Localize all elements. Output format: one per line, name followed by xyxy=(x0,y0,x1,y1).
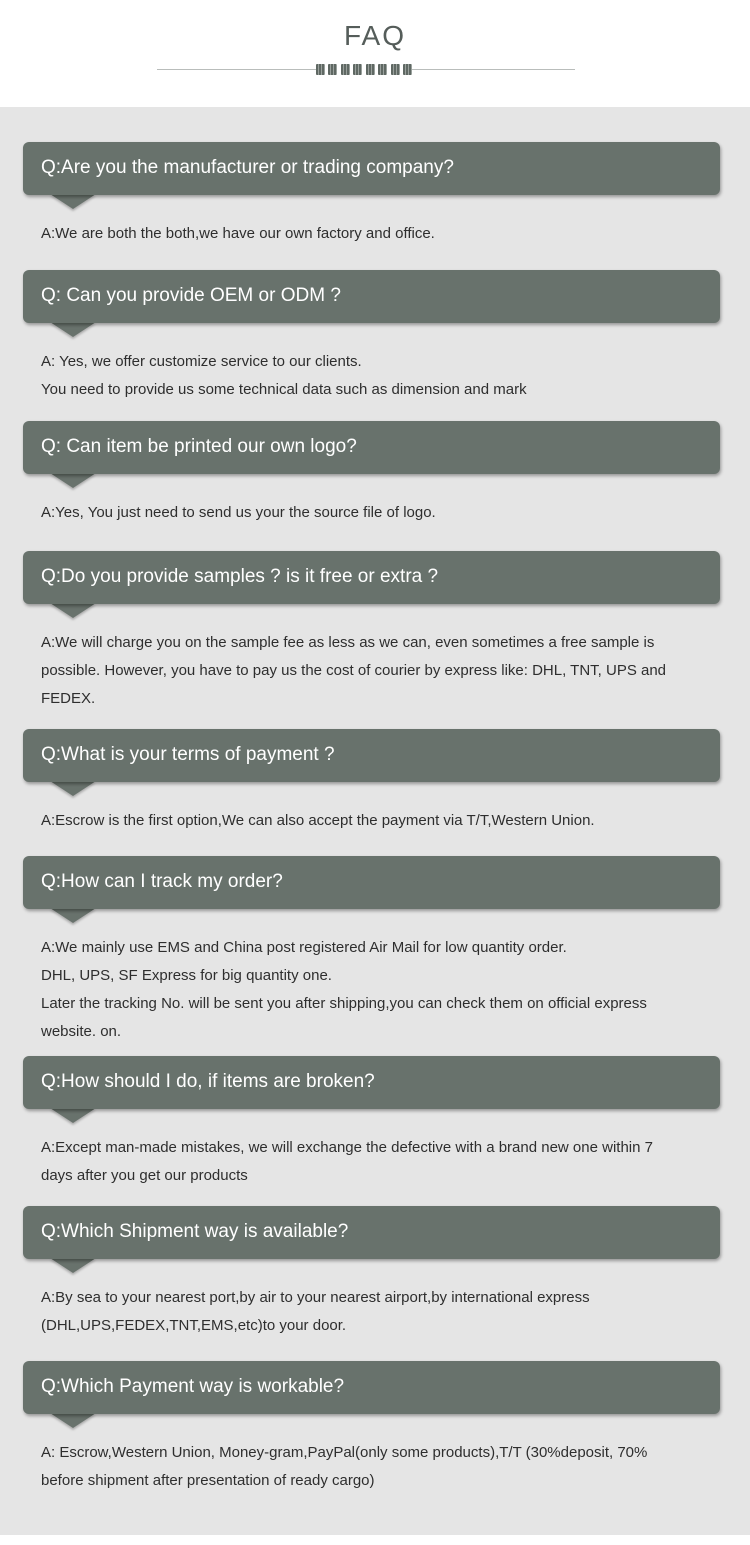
question-pointer xyxy=(50,322,96,337)
answer-line: days after you get our products xyxy=(41,1167,248,1184)
question-text: Q:Which Payment way is workable? xyxy=(41,1376,345,1397)
answer-line: A: Escrow,Western Union, Money-gram,PayPal(only some products),T/T (30%deposit, 70% xyxy=(41,1444,648,1461)
question-text: Q:What is your terms of payment ? xyxy=(41,744,335,765)
answer-line: Later the tracking No. will be sent you after shipping,you can check them on official express xyxy=(41,995,647,1012)
answer-line: A:By sea to your nearest port,by air to your nearest airport,by international express xyxy=(41,1289,590,1306)
question-text: Q: Can you provide OEM or ODM ? xyxy=(41,285,341,306)
answer-line: A:We will charge you on the sample fee as less as we can, even sometimes a free sample is xyxy=(41,634,655,651)
answer-line: website. on. xyxy=(41,1023,122,1040)
answer-line: A: Yes, we offer customize service to our clients. xyxy=(41,353,362,370)
question-text: Q:Are you the manufacturer or trading company? xyxy=(41,157,454,178)
question-text: Q:Do you provide samples ? is it free or extra ? xyxy=(41,566,439,587)
answer-text xyxy=(41,220,721,248)
question-text: Q:How can I track my order? xyxy=(41,871,283,892)
answer-line: FEDEX. xyxy=(41,690,96,707)
answer-text xyxy=(41,807,721,835)
answer-line: before shipment after presentation of ready cargo) xyxy=(41,1472,375,1489)
question-text: Q:Which Shipment way is available? xyxy=(41,1221,349,1242)
question-pointer xyxy=(50,908,96,923)
question-pointer xyxy=(50,1413,96,1428)
answer-line: DHL, UPS, SF Express for big quantity one. xyxy=(41,967,332,984)
page-header xyxy=(0,0,750,107)
answer-line: A:We are both the both,we have our own factory and office. xyxy=(41,225,435,242)
question-pointer xyxy=(50,1258,96,1273)
answer-line: A:Escrow is the first option,We can also accept the payment via T/T,Western Union. xyxy=(41,812,595,829)
answer-text xyxy=(41,629,721,713)
answer-line: A:We mainly use EMS and China post registered Air Mail for low quantity order. xyxy=(41,939,567,956)
question-pointer xyxy=(50,194,96,209)
title-ornament xyxy=(316,63,412,76)
question-pointer xyxy=(50,781,96,796)
faq-section xyxy=(0,107,750,1535)
answer-text xyxy=(41,348,721,404)
answer-text xyxy=(41,1284,721,1340)
answer-text xyxy=(41,499,721,527)
answer-line: A:Except man-made mistakes, we will exchange the defective with a brand new one within 7 xyxy=(41,1139,653,1156)
answer-line: A:Yes, You just need to send us your the source file of logo. xyxy=(41,504,436,521)
answer-line: You need to provide us some technical data such as dimension and mark xyxy=(41,381,527,398)
page-footer xyxy=(0,1535,750,1545)
answer-line: possible. However, you have to pay us the cost of courier by express like: DHL, TNT, UPS and xyxy=(41,662,667,679)
answer-text xyxy=(41,934,721,1046)
answer-text xyxy=(41,1439,721,1495)
question-text: Q:How should I do, if items are broken? xyxy=(41,1071,375,1092)
question-pointer xyxy=(50,603,96,618)
question-text: Q: Can item be printed our own logo? xyxy=(41,436,357,457)
answer-text xyxy=(41,1134,721,1190)
question-pointer xyxy=(50,473,96,488)
page-title: FAQ xyxy=(343,20,406,51)
answer-line: (DHL,UPS,FEDEX,TNT,EMS,etc)to your door. xyxy=(41,1317,347,1334)
question-pointer xyxy=(50,1108,96,1123)
